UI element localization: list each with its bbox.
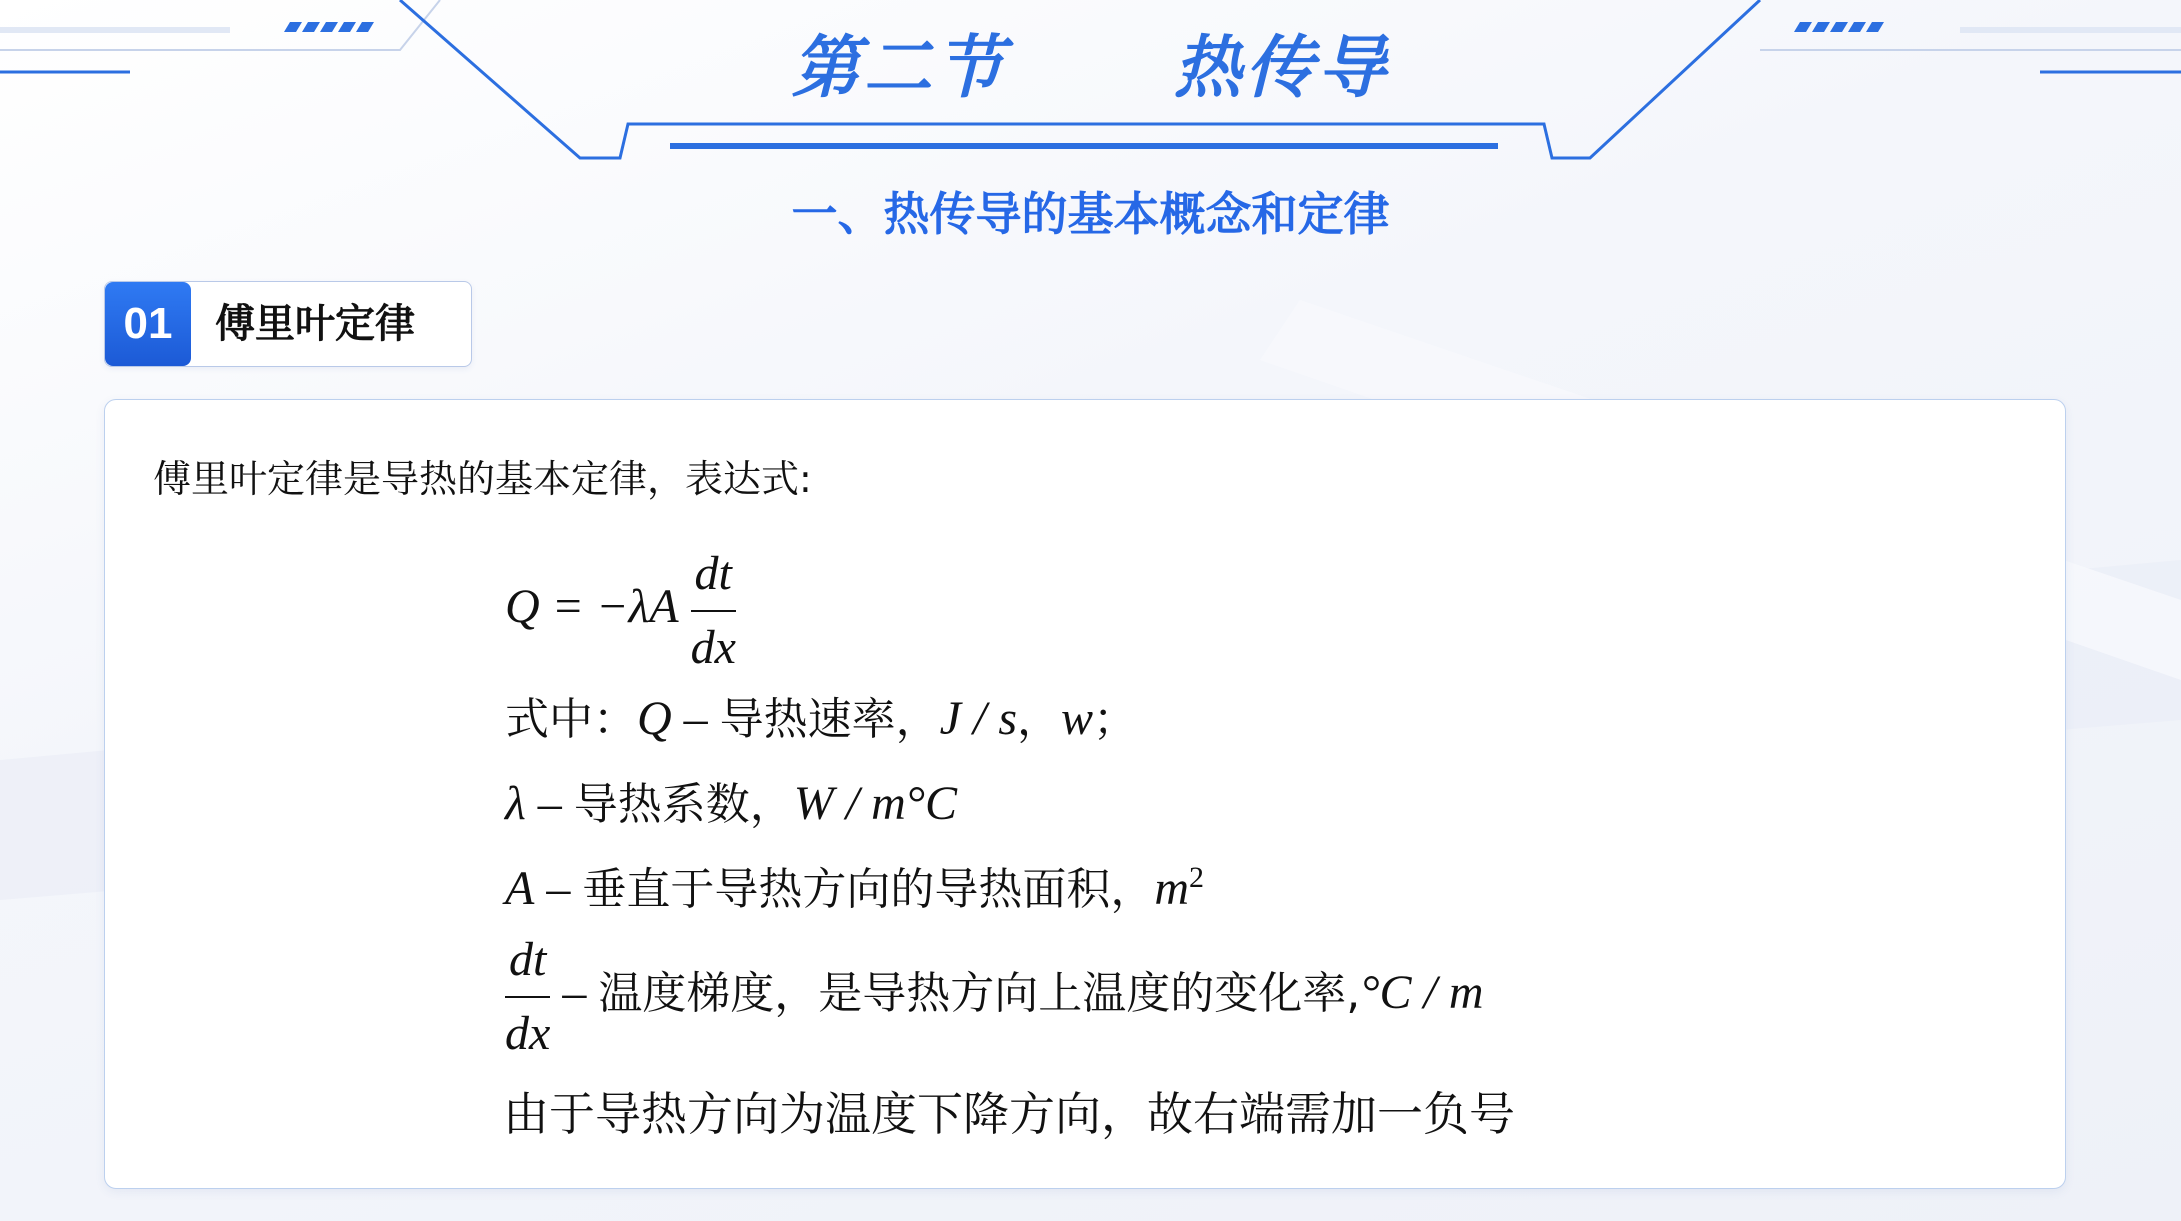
definition-line-q bbox=[505, 683, 1137, 747]
definition-line-lambda bbox=[505, 768, 957, 832]
line5-text: 由于导热方向为温度下降方向，故右端需加一负号 bbox=[503, 1087, 1515, 1141]
line4-denominator: dx bbox=[505, 1007, 551, 1060]
main-equation bbox=[505, 538, 736, 684]
eq-denominator: dx bbox=[690, 621, 736, 674]
line1-symbol: Q bbox=[637, 692, 672, 745]
eq-lhs: Q bbox=[505, 580, 540, 634]
tag-label: 傅里叶定律 bbox=[215, 301, 415, 347]
line4-fraction bbox=[505, 924, 550, 1070]
definition-line-gradient bbox=[505, 924, 1484, 1070]
subtitle: 一、热传导的基本概念和定律 bbox=[791, 187, 1390, 241]
line3-text: 垂直于导热方向的导热面积， bbox=[582, 864, 1155, 915]
line2-unit: W / m°C bbox=[793, 777, 957, 830]
line3-exponent: 2 bbox=[1189, 861, 1204, 894]
section-tag bbox=[104, 281, 472, 367]
line2-dash: – bbox=[525, 777, 574, 830]
section-title: 第二节 热传导 bbox=[791, 29, 1390, 108]
line2-text: 导热系数， bbox=[573, 779, 794, 830]
line3-unit: m bbox=[1154, 862, 1189, 915]
line1-end: ； bbox=[1093, 694, 1138, 745]
line3-dash: – bbox=[534, 862, 583, 915]
line4-dash: – bbox=[550, 966, 599, 1020]
eq-rhs: = −λA bbox=[539, 580, 679, 634]
eq-numerator: dt bbox=[694, 547, 732, 600]
line1-dash: – bbox=[671, 692, 720, 745]
line1-unit: J / s bbox=[939, 692, 1017, 745]
line3-symbol: A bbox=[505, 862, 535, 915]
content-card bbox=[104, 399, 2066, 1189]
eq-fraction bbox=[691, 538, 736, 684]
line4-unit: °C / m bbox=[1360, 966, 1484, 1020]
line1-unit2: w bbox=[1061, 692, 1094, 745]
line2-symbol: λ bbox=[505, 777, 526, 830]
line4-text: 温度梯度，是导热方向上温度的变化率, bbox=[598, 968, 1361, 1020]
line4-numerator: dt bbox=[508, 933, 547, 986]
line1-prefix: 式中： bbox=[505, 694, 637, 745]
line1-text: 导热速率， bbox=[719, 694, 940, 745]
note-line bbox=[503, 1078, 1515, 1144]
definition-line-a bbox=[505, 853, 1204, 917]
line1-sep: ， bbox=[1017, 694, 1061, 745]
tag-number: 01 bbox=[105, 282, 191, 366]
intro-text: 傅里叶定律是导热的基本定律，表达式: bbox=[153, 457, 812, 501]
